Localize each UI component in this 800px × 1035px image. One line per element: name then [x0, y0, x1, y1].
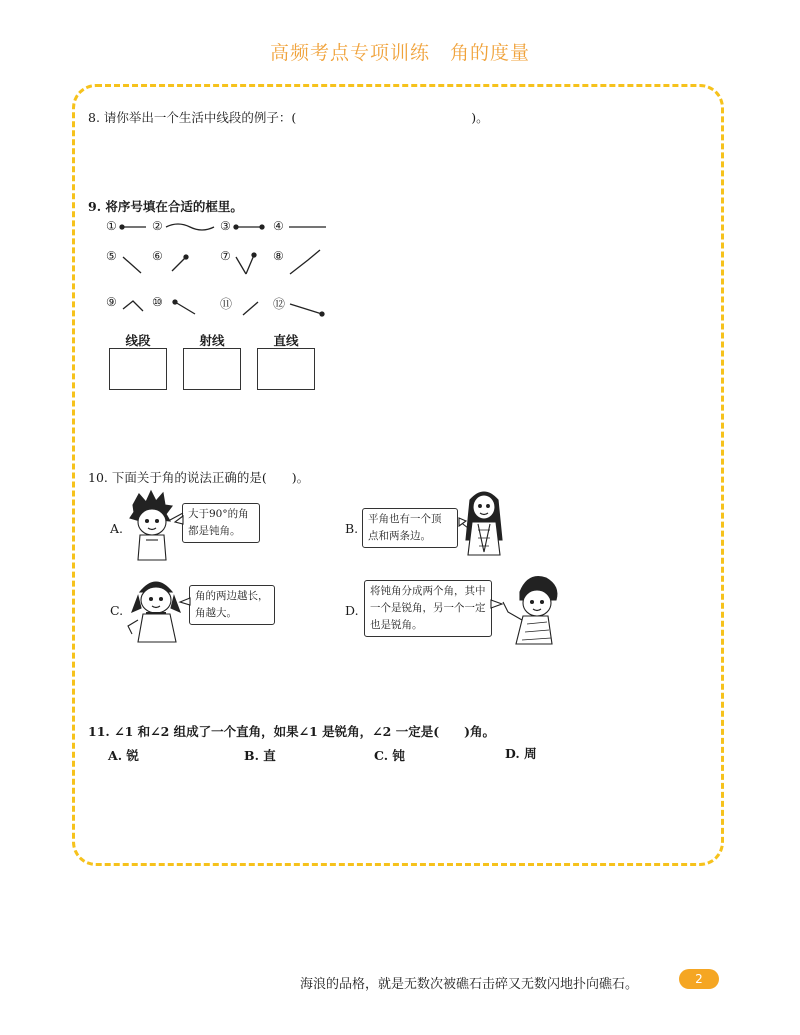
- page-number-badge: 2: [679, 969, 719, 989]
- figure-label-12: ⑫: [273, 297, 286, 311]
- footer-quote: 海浪的品格，就是无数次被礁石击碎又无数闪地扑向礁石。: [300, 977, 639, 992]
- figure-label-10: ⑩: [152, 295, 163, 309]
- choice-b[interactable]: B. 直: [244, 748, 276, 763]
- page-header-title: 高频考点专项训练 角的度量: [269, 42, 530, 64]
- bubble-d-line-2: 一个是锐角，另一个一定: [370, 602, 486, 614]
- bubble-a-line-1: 大于90°的角: [188, 508, 249, 520]
- speech-bubble-tails: [175, 516, 502, 608]
- figure-label-1: ①: [106, 219, 117, 233]
- option-c-letter: C.: [110, 603, 124, 618]
- bubble-d-line-3: 也是锐角。: [370, 619, 423, 631]
- question-11: 11. ∠1 和∠2 组成了一个直角，如果∠1 是锐角，∠2 一定是( )角。: [88, 724, 496, 739]
- figure-label-11: ⑪: [220, 297, 233, 311]
- choice-d[interactable]: D. 周: [505, 746, 537, 761]
- option-a-letter: A.: [110, 521, 124, 536]
- bubble-d-line-1: 将钝角分成两个角，其中: [370, 585, 486, 597]
- box-label-ray: 射线: [199, 333, 225, 348]
- question-8: 8. 请你举出一个生活中线段的例子：( )。: [88, 110, 489, 125]
- box-label-segment: 线段: [125, 333, 151, 348]
- figure-label-6: ⑥: [152, 249, 163, 263]
- choice-a[interactable]: A. 锐: [108, 748, 139, 763]
- choice-c[interactable]: C. 钝: [374, 748, 405, 763]
- figure-label-7: ⑦: [220, 249, 231, 263]
- option-b-letter: B.: [345, 521, 359, 536]
- bubble-a-line-2: 都是钝角。: [188, 525, 241, 537]
- boy-curly-hair-illustration: [503, 577, 557, 644]
- option-d-letter: D.: [345, 603, 359, 618]
- question-9: 9. 将序号填在合适的框里。: [88, 199, 243, 214]
- figure-label-8: ⑧: [273, 249, 284, 263]
- bubble-c-line-1: 角的两边越长，: [195, 590, 269, 602]
- figure-label-2: ②: [152, 219, 163, 233]
- bubble-b-line-1: 平角也有一个顶: [368, 513, 442, 525]
- girl-long-hair-illustration: [459, 492, 502, 555]
- bubble-c-line-2: 角越大。: [195, 607, 237, 619]
- question-10: 10. 下面关于角的说法正确的是( )。: [88, 470, 310, 485]
- figure-label-5: ⑤: [106, 249, 117, 263]
- box-label-line: 直线: [273, 333, 299, 348]
- girl-pigtails-illustration: [128, 582, 180, 642]
- boy-spiky-hair-illustration: [130, 491, 183, 560]
- figure-label-3: ③: [220, 219, 231, 233]
- figure-label-4: ④: [273, 219, 284, 233]
- figure-label-9: ⑨: [106, 295, 117, 309]
- bubble-b-line-2: 点和两条边。: [368, 530, 431, 542]
